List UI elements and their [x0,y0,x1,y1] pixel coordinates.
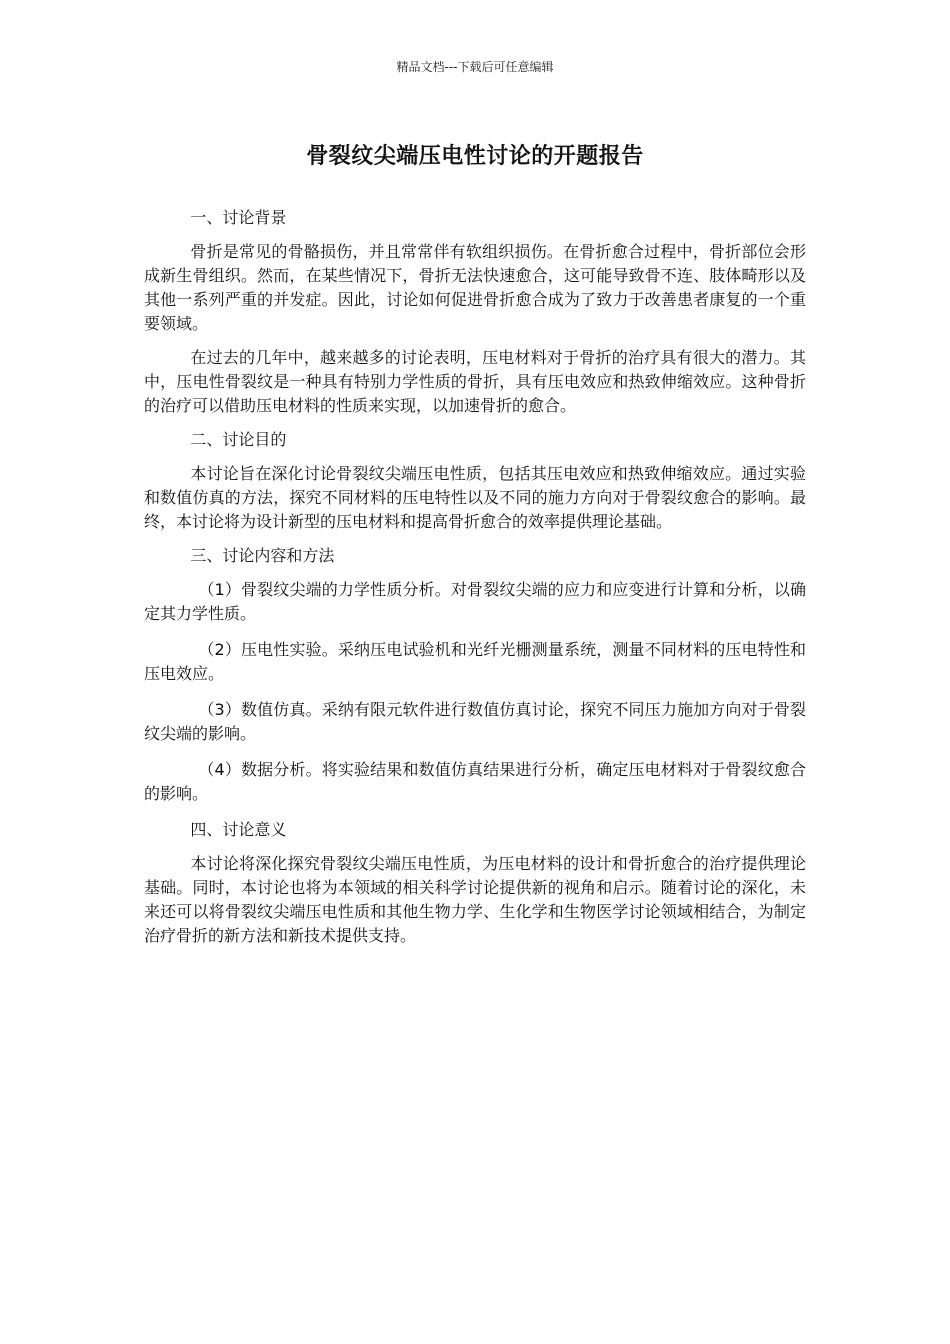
method-item-4: （4）数据分析。将实验结果和数值仿真结果进行分析，确定压电材料对于骨裂纹愈合的影响。 [144,760,806,803]
document-title: 骨裂纹尖端压电性讨论的开题报告 [306,144,644,169]
method-item-3: （3）数值仿真。采纳有限元软件进行数值仿真讨论，探究不同压力施加方向对于骨裂纹尖端的影响。 [144,700,806,743]
section-heading-significance: 四、讨论意义 [190,820,287,839]
document-body [144,206,806,958]
section-heading-methods: 三、讨论内容和方法 [190,546,335,565]
purpose-paragraph: 本讨论旨在深化讨论骨裂纹尖端压电性质，包括其压电效应和热致伸缩效应。通过实验和数值仿真的方法，探究不同材料的压电特性以及不同的施力方向对于骨裂纹愈合的影响。最终，本讨论将为设计新型的压电材料和提高骨折愈合的效率提供理论基础。 [144,464,806,531]
method-item-2: （2）压电性实验。采纳压电试验机和光纤光栅测量系统，测量不同材料的压电特性和压电效应。 [144,640,806,683]
background-paragraph-2: 在过去的几年中，越来越多的讨论表明，压电材料对于骨折的治疗具有很大的潜力。其中，压电性骨裂纹是一种具有特别力学性质的骨折，具有压电效应和热致伸缩效应。这种骨折的治疗可以借助压电材料的性质来实现，以加速骨折的愈合。 [144,348,806,415]
significance-paragraph: 本讨论将深化探究骨裂纹尖端压电性质，为压电材料的设计和骨折愈合的治疗提供理论基础。同时，本讨论也将为本领域的相关科学讨论提供新的视角和启示。随着讨论的深化，未来还可以将骨裂纹尖端压电性质和其他生物力学、生化学和生物医学讨论领域相结合，为制定治疗骨折的新方法和新技术提供支持。 [144,854,806,945]
header-note: 精品文档---下载后可任意编辑 [396,60,554,74]
section-heading-purpose: 二、讨论目的 [190,430,287,449]
section-heading-background: 一、讨论背景 [190,208,287,227]
background-paragraph-1: 骨折是常见的骨骼损伤，并且常常伴有软组织损伤。在骨折愈合过程中，骨折部位会形成新生骨组织。然而，在某些情况下，骨折无法快速愈合，这可能导致骨不连、肢体畸形以及其他一系列严重的并发症。因此，讨论如何促进骨折愈合成为了致力于改善患者康复的一个重要领域。 [144,242,806,333]
method-item-1: （1）骨裂纹尖端的力学性质分析。对骨裂纹尖端的应力和应变进行计算和分析，以确定其力学性质。 [144,580,806,623]
